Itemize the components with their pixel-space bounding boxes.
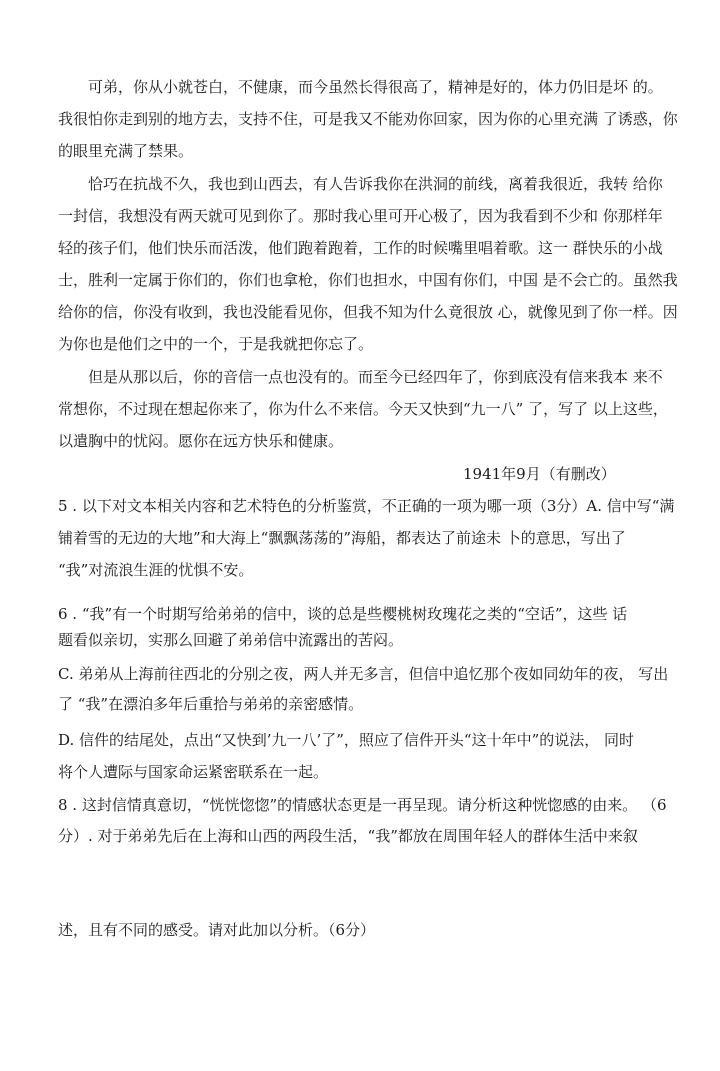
question-line-7: 了 “我”在漂泊多年后重拾与弟弟的亲密感情。 [58,695,364,713]
question-line-3: “我”对流浪生涯的忧惧不安。 [58,561,254,579]
question-line-9: 将个人遭际与国家命运紧密联系在一起。 [58,763,329,781]
letter-p2-line-5: 给你的信，你没有收到，我也没能看见你，但我不知为什么竟很放 心，就像见到了你一样。因 [58,303,678,321]
question-line-1: 5 . 以下对文本相关内容和艺术特色的分析鉴赏，不正确的一项为哪一项（3分）A. 信中写“满 [58,497,675,515]
letter-p1-line-1: 可弟，你从小就苍白，不健康，而今虽然长得很高了，精神是好的，体力仍旧是坏 的。 [88,78,663,96]
letter-date: 1941年9月（有删改） [463,465,616,483]
letter-p2-line-1: 恰巧在抗战不久，我也到山西去，有人告诉我你在洪洞的前线，离着我很近，我转 给你 [88,175,663,193]
question-line-8: D. 信件的结尾处，点出“又快到’九一八’了”，照应了信件开头“这十年中”的说法， 同时 [58,731,635,749]
letter-p2-line-3: 轻的孩子们，他们快乐而活泼，他们跑着跑着，工作的时候嘴里唱着歌。这一 群快乐的小战 [58,239,663,257]
question-line-2: 铺着雪的无边的大地”和大海上“飘飘荡荡的”海船，都表达了前途未 卜的意思，写出了 [58,529,626,547]
question-line-5: 题看似亲切，实那么回避了弟弟信中流露出的苦闷。 [58,631,404,649]
letter-p3-line-2: 常想你，不过现在想起你来了，你为什么不来信。今天又快到“九一八” 了，写了 以上这些， [58,400,668,418]
letter-p1-line-2: 我很怕你走到别的地方去，支持不住，可是我又不能劝你回家，因为你的心里充满 了诱惑，你 [58,110,678,128]
letter-p2-line-4: 士，胜利一定属于你们的，你们也拿枪，你们也担水，中国有你们，中国 是不会亡的。虽然我 [58,271,678,289]
question-line-11: 分）. 对于弟弟先后在上海和山西的两段生活，“我”都放在周围年轻人的群体生活中来叙 [58,827,638,845]
letter-p3-line-3: 以遣胸中的忧闷。愿你在远方快乐和健康。 [58,432,344,450]
question-line-4: 6 . “我”有一个时期写给弟弟的信中，谈的总是些樱桃树玫瑰花之类的“空话”，这些 话 [58,605,628,623]
letter-p3-line-1: 但是从那以后，你的音信一点也没有的。而至今已经四年了，你到底没有信来我本 来不 [88,368,663,386]
question-line-12: 述，且有不同的感受。请对此加以分析。（6分） [58,921,376,939]
question-line-6: C. 弟弟从上海前往西北的分别之夜，两人并无多言，但信中追忆那个夜如同幼年的夜， 写出 [58,665,669,683]
letter-p2-line-6: 为你也是他们之中的一个，于是我就把你忘了。 [58,335,374,353]
letter-p2-line-2: 一封信，我想没有两天就可见到你了。那时我心里可开心极了，因为我看到不少和 你那样年 [58,207,663,225]
letter-p1-line-3: 的眼里充满了禁果。 [58,142,194,160]
question-line-10: 8 . 这封信情真意切，“恍恍惚惚”的情感状态更是一再呈现。请分析这种恍惚感的由来。 （6 [58,796,667,814]
